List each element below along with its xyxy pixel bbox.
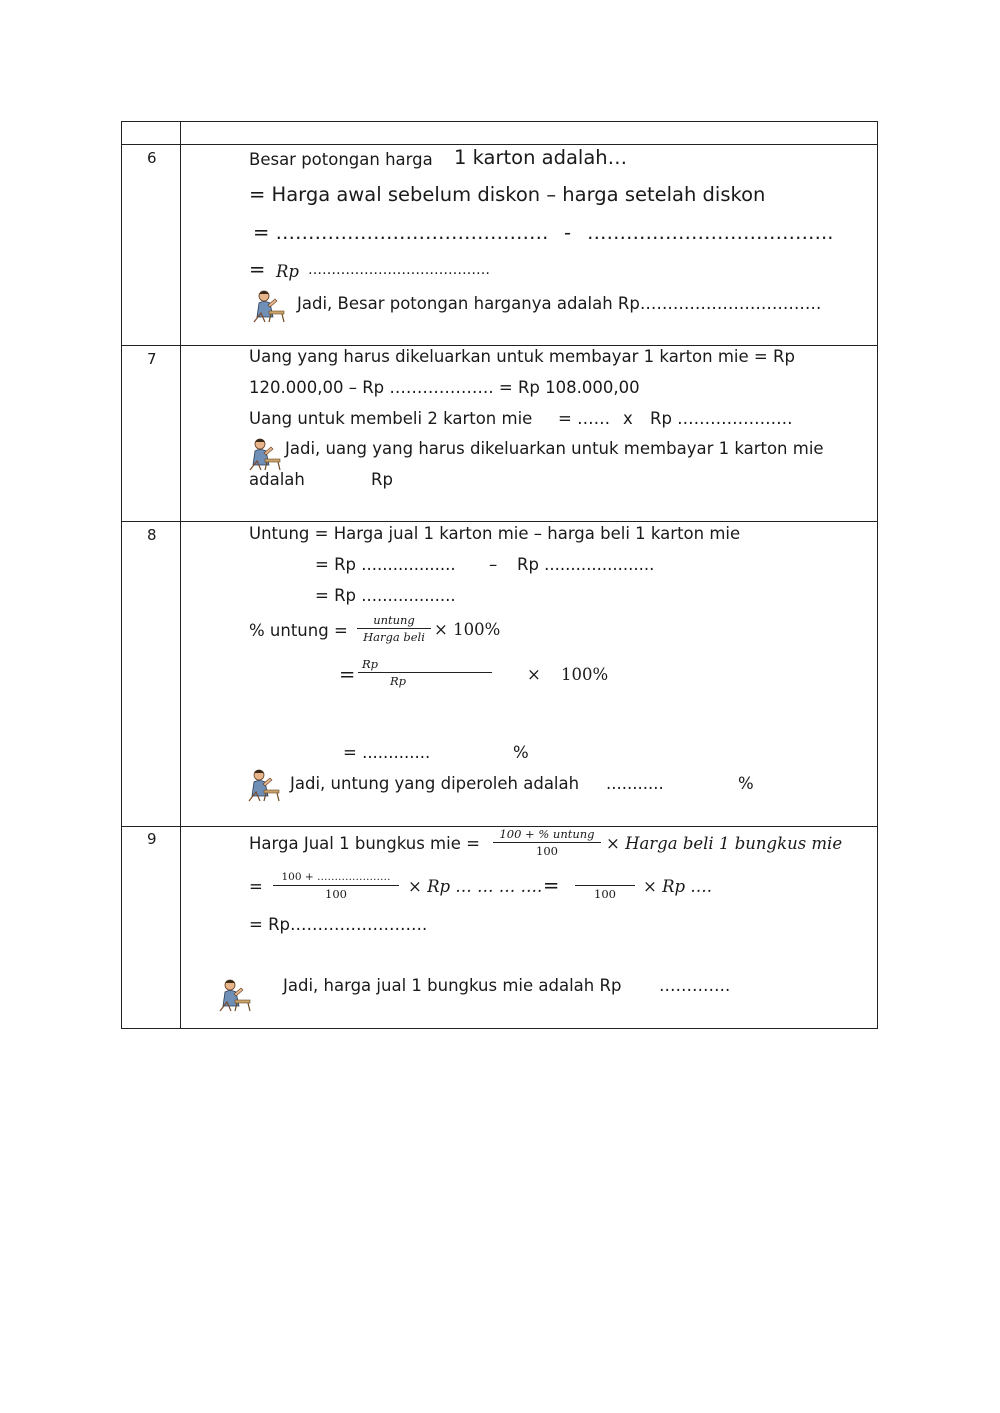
text-line: Besar potongan harga [249, 150, 433, 169]
equals-sign: = [339, 663, 356, 686]
text-line: = Rp .................. [315, 555, 456, 574]
fraction-numerator: 100 + ………………… [281, 871, 391, 883]
thinking-person-icon [217, 976, 253, 1012]
text-line: = ............. [343, 743, 431, 762]
text-line: % [738, 774, 754, 793]
fraction-denominator: 100 [325, 887, 347, 901]
row-number: 8 [147, 526, 157, 544]
thinking-person-icon [247, 435, 283, 471]
text-line: x [623, 409, 633, 428]
text-line: adalah [249, 470, 305, 489]
fraction-rp-over-rp [358, 657, 492, 688]
fraction-untung-over-harga-beli [357, 613, 431, 644]
row-number: 9 [147, 830, 157, 848]
equals-sign: = [543, 874, 560, 897]
text-line: % untung = [249, 621, 348, 640]
table-border-top [121, 121, 878, 122]
text-line: Untung = Harga jual 1 karton mie – harga beli 1 karton mie [249, 524, 741, 543]
text-line: Rp [371, 470, 393, 489]
fraction-numerator: untung [373, 613, 415, 627]
table-header-divider [121, 144, 878, 145]
text-line: Rp ………………… [650, 409, 793, 428]
table-border-left [121, 121, 122, 1029]
row-number: 6 [147, 149, 157, 167]
answer-table [121, 121, 878, 1029]
text-line: 100% [561, 665, 609, 684]
fraction-blank-over-100-second [575, 870, 635, 901]
text-line: …………. [659, 976, 731, 995]
text-line: 1 karton adalah… [454, 146, 628, 169]
fraction-numerator: 100 + % untung [499, 827, 595, 841]
blank-line: ……………………………….. [587, 221, 834, 244]
text-line: = …… [558, 409, 611, 428]
fraction-denominator: Harga beli [363, 630, 425, 644]
blank-line: ………………………………… [308, 262, 490, 278]
row-number: 7 [147, 350, 157, 368]
text-line: % [513, 743, 529, 762]
row-divider-6-7 [121, 345, 878, 346]
fraction-denominator: 100 [594, 887, 616, 901]
fraction-blank-over-100 [273, 870, 399, 901]
text-line: ........... [606, 774, 664, 793]
equals-sign: = [249, 258, 266, 281]
minus-sign: - [564, 221, 572, 244]
blank-line: = …………………………………… [253, 221, 549, 244]
fraction-denominator: 100 [536, 844, 558, 858]
fraction-numerator [575, 870, 635, 884]
text-line: Uang untuk membeli 2 karton mie [249, 409, 533, 428]
text-line: Rp ..................... [517, 555, 655, 574]
table-border-bottom [121, 1028, 878, 1029]
text-line: 120.000,00 – Rp ………………. = Rp 108.000,00 [249, 378, 640, 397]
text-line: × Harga beli 1 bungkus mie [606, 834, 843, 853]
text-line: × Rp …. [643, 877, 713, 896]
thinking-person-icon [246, 766, 282, 802]
thinking-person-icon [251, 287, 287, 323]
text-line: × 100% [434, 620, 501, 639]
text-line: = Rp .................. [315, 586, 456, 605]
fraction-untung-percent [493, 827, 601, 858]
conclusion-text: Jadi, Besar potongan harganya adalah Rp…………………………… [297, 294, 822, 313]
conclusion-text: Jadi, harga jual 1 bungkus mie adalah Rp [283, 976, 622, 995]
fraction-numerator: Rp [362, 657, 379, 671]
text-line: – [489, 555, 498, 574]
row-divider-7-8 [121, 521, 878, 522]
text-line: × Rp … … … …. [408, 877, 543, 896]
equals-sign: = [249, 877, 263, 896]
column-divider [180, 121, 181, 1029]
table-border-right [877, 121, 878, 1029]
fraction-denominator: Rp [390, 674, 407, 688]
conclusion-text: Jadi, untung yang diperoleh adalah [290, 774, 580, 793]
text-line: = Rp……………………. [249, 915, 428, 934]
text-line: × [527, 665, 541, 684]
currency-symbol: Rp [276, 262, 299, 281]
conclusion-text: Jadi, uang yang harus dikeluarkan untuk membayar 1 karton mie [285, 439, 824, 458]
text-line: Uang yang harus dikeluarkan untuk membayar 1 karton mie = Rp [249, 347, 795, 366]
text-line: Harga Jual 1 bungkus mie = [249, 834, 480, 853]
text-line: = Harga awal sebelum diskon – harga setelah diskon [249, 183, 766, 206]
